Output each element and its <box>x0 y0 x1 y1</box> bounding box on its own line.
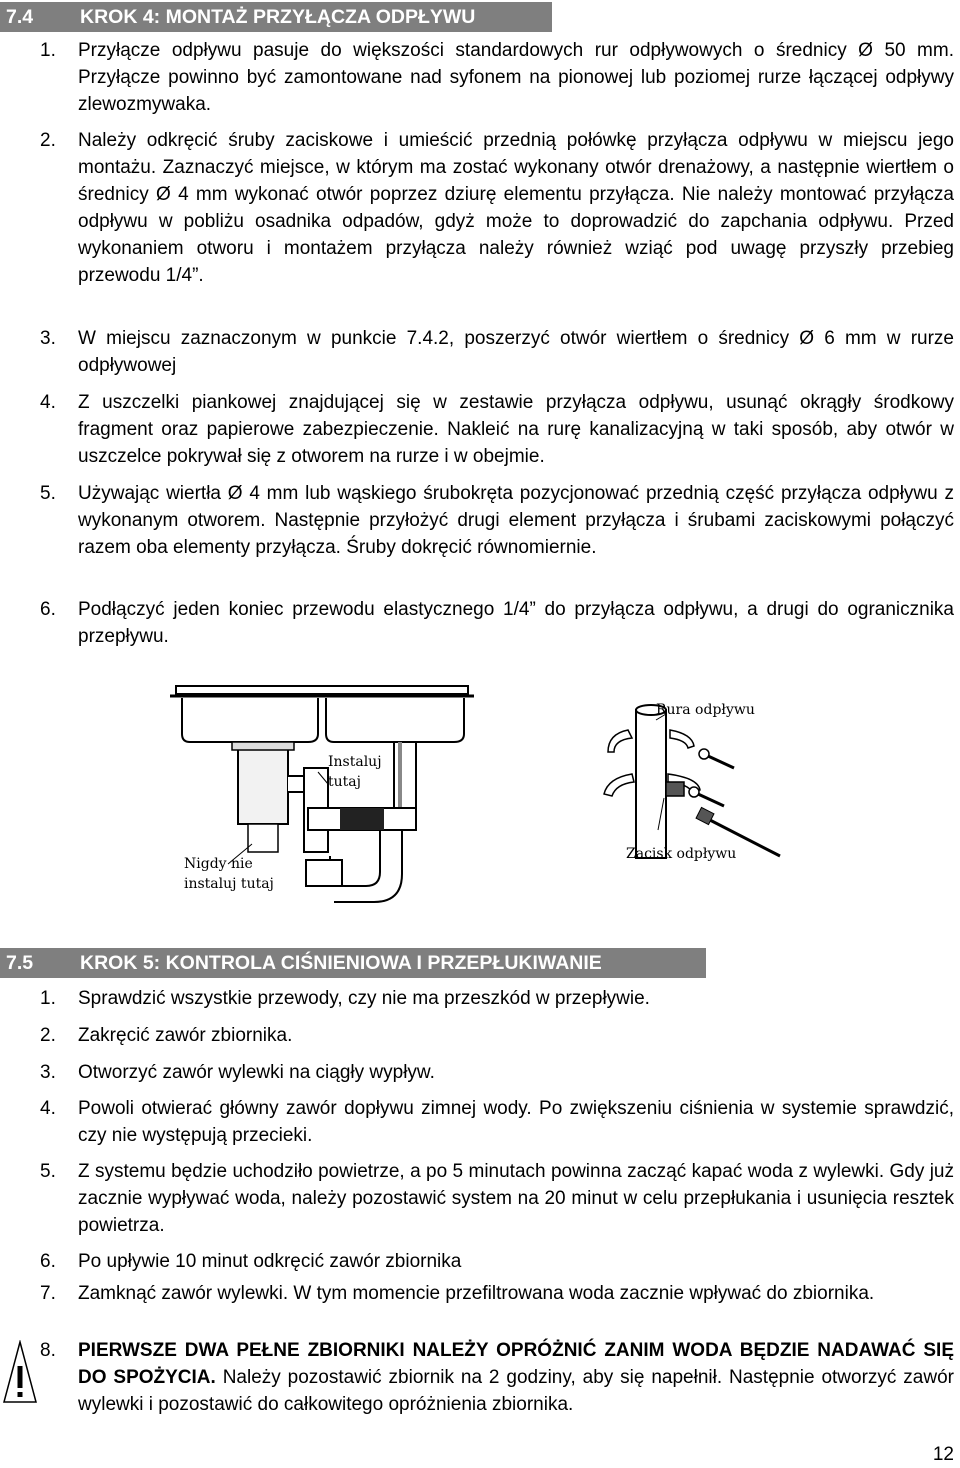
item-number: 6. <box>40 599 56 620</box>
item-text: Powoli otwierać główny zawór dopływu zimnej wody. Po zwiększeniu ciśnienia w systemie sprawdzić, czy nie występują przecieki. <box>78 1098 954 1146</box>
label-install-here-2: tutaj <box>328 774 361 790</box>
section-number: 7.5 <box>6 952 34 974</box>
item-number: 2. <box>40 1025 56 1046</box>
section-title: KROK 5: KONTROLA CIŚNIENIOWA I PRZEPŁUKIWANIE <box>80 952 602 974</box>
item-number: 8. <box>40 1340 56 1361</box>
drain-clamp-illustration <box>548 690 788 865</box>
section-heading-7-5 <box>0 948 706 978</box>
item-number: 5. <box>40 1161 56 1182</box>
item-text: Podłączyć jeden koniec przewodu elastycznego 1/4” do przyłącza odpływu, a drugi do ogranicznika przepływu. <box>78 599 954 647</box>
label-drain-pipe: Rura odpływu <box>656 702 755 718</box>
item-number: 1. <box>40 40 56 61</box>
item-text-rest: Należy pozostawić zbiornik na 2 godziny, aby się napełnił. Następnie otworzyć zawór wylewki i pozostawić do całkowitego opróżnienia zbiornika. <box>78 1367 954 1415</box>
item-text: Zamknąć zawór wylewki. W tym momencie przefiltrowana woda zacznie wpływać do zbiornika. <box>78 1283 875 1304</box>
item-text: Po upływie 10 minut odkręcić zawór zbiornika <box>78 1251 462 1272</box>
item-text: Przyłącze odpływu pasuje do większości standardowych rur odpływowych o średnicy Ø 50 mm. Przyłącze powinno być zamontowane nad syfonem na pionowej lub poziomej rurze łączącej odpływy zlewozmywaka. <box>78 40 954 115</box>
section-title: KROK 4: MONTAŻ PRZYŁĄCZA ODPŁYWU <box>80 6 476 28</box>
item-number: 6. <box>40 1251 56 1272</box>
item-number: 4. <box>40 1098 56 1119</box>
item-number: 1. <box>40 988 56 1009</box>
item-text: Z systemu będzie uchodziło powietrze, a po 5 minutach powinna zacząć kapać woda z wylewki. Gdy już zacznie wypływać woda, należy pozostawić system na 20 minut w celu przepłukania i usunięcia resztek powietrza. <box>78 1161 954 1236</box>
label-never-install-2: instaluj tutaj <box>184 876 274 892</box>
item-number: 7. <box>40 1283 56 1304</box>
item-text: Należy odkręcić śruby zaciskowe i umieścić przednią połówkę przyłącza odpływu w miejscu jego montażu. Zaznaczyć miejsce, w którym ma zostać wykonany otwór drenażowy, a następnie wiertłem o średnicy Ø 4 mm wykonać otwór poprzez dziurę elementu przyłącza. Nie należy montować przyłącza odpływu w pobliżu osadnika odpadów, gdyż może to doprowadzić do zapchania odpływu. Przed wykonaniem otworu i montażem przyłącza należy również wziąć pod uwagę przyszły przebieg przewodu 1/4”. <box>78 130 954 286</box>
label-install-here: Instaluj <box>328 754 382 770</box>
item-number: 3. <box>40 328 56 349</box>
item-text: Z uszczelki piankowej znajdującej się w zestawie przyłącza odpływu, usunąć okrągły środkowy fragment oraz papierowe zabezpieczenie. Nakleić na rurę kanalizacyjną w taki sposób, aby otwór w uszczelce pokrywał się z otworem na rurze i w obejmie. <box>78 392 954 467</box>
item-text-bold: PIERWSZE DWA PEŁNE ZBIORNIKI NALEŻY OPRÓŻNIĆ ZANIM WODA BĘDZIE NADAWAĆ SIĘ DO SPOŻYCIA. <box>78 1340 954 1388</box>
item-text: Zakręcić zawór zbiornika. <box>78 1025 293 1046</box>
item-number: 2. <box>40 130 56 151</box>
warning-triangle-icon <box>2 1340 38 1406</box>
sink-drain-illustration <box>168 676 478 906</box>
item-text <box>78 1337 954 1418</box>
item-text: Używając wiertła Ø 4 mm lub wąskiego śrubokręta pozycjonować przednią część przyłącza odpływu z wykonanym otworem. Następnie przyłożyć drugi element przyłącza i śrubami zaciskowymi połączyć razem oba elementy przyłącza. Śruby dokręcić równomiernie. <box>78 483 954 558</box>
item-text: Sprawdzić wszystkie przewody, czy nie ma przeszkód w przepływie. <box>78 988 650 1009</box>
item-text: Otworzyć zawór wylewki na ciągły wypływ. <box>78 1062 435 1083</box>
section-heading-7-4 <box>0 2 552 32</box>
label-never-install: Nigdy nie <box>184 856 253 872</box>
item-number: 4. <box>40 392 56 413</box>
label-drain-clamp: Zacisk odpływu <box>626 846 737 862</box>
section-number: 7.4 <box>6 6 34 28</box>
item-number: 3. <box>40 1062 56 1083</box>
page-number: 12 <box>932 1444 954 1465</box>
item-text: W miejscu zaznaczonym w punkcie 7.4.2, poszerzyć otwór wiertłem o średnicy Ø 6 mm w rurze odpływowej <box>78 328 954 376</box>
item-number: 5. <box>40 483 56 504</box>
